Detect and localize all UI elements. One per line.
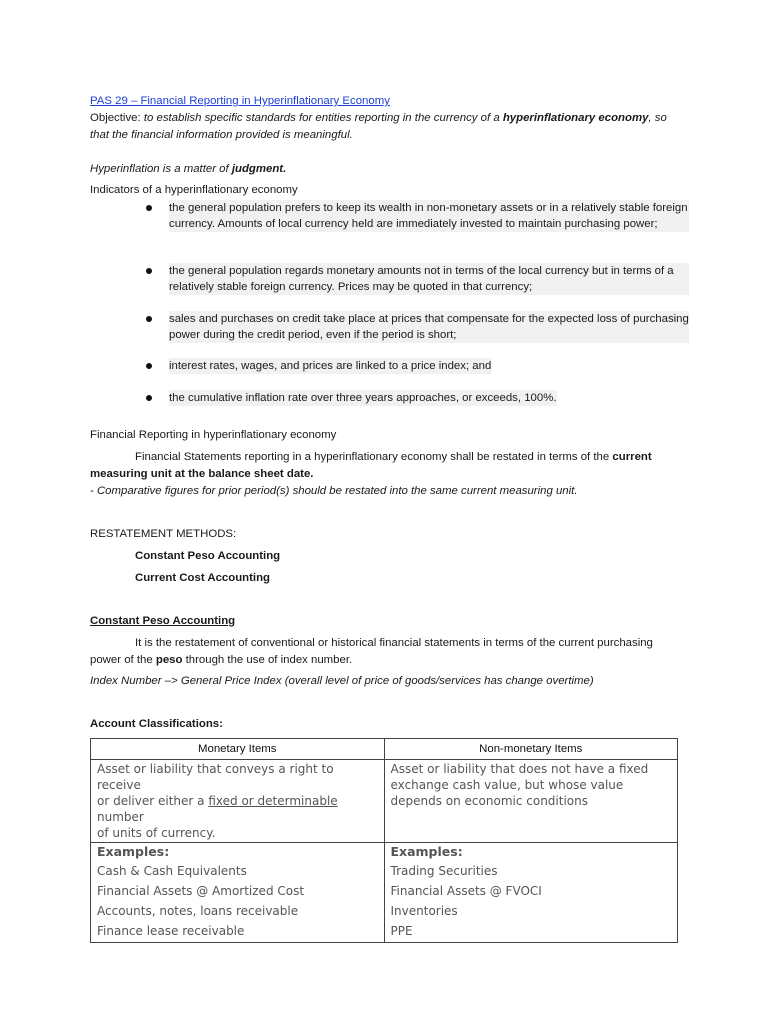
def-line: Asset or liability that conveys a right to receive [97, 762, 334, 792]
example-item: PPE [390, 924, 413, 938]
title-link[interactable]: PAS 29 – Financial Reporting in Hyperinflationary Economy [90, 95, 390, 107]
header-monetary: Monetary Items [91, 739, 385, 760]
bullet-icon [146, 363, 152, 369]
example-item: Financial Assets @ Amortized Cost [97, 884, 305, 898]
cpa-para-bold: peso [155, 654, 183, 666]
cpa-para-prefix: power of the [90, 654, 153, 666]
example-item: Financial Assets @ FVOCI [390, 884, 542, 898]
indicator-item: sales and purchases on credit take place at prices that compensate for the expected loss of purchasing power during the credit period, even if the period is short; [169, 313, 689, 341]
judgment-prefix: Hyperinflation is a matter of [90, 163, 229, 175]
example-item: Finance lease receivable [97, 924, 245, 938]
cpa-para-suffix: through the use of index number. [185, 654, 353, 666]
nonmonetary-definition [384, 760, 678, 843]
def-line [97, 793, 378, 825]
example-item: Trading Securities [390, 864, 498, 878]
fr-para-text: Financial Statements reporting in a hyperinflationary economy shall be restated in terms of the [135, 451, 610, 463]
monetary-definition [91, 760, 385, 843]
restatement-heading: RESTATEMENT METHODS: [90, 528, 237, 540]
def-text: or deliver either a [97, 794, 205, 808]
indicator-item: the cumulative inflation rate over three years approaches, or exceeds, 100%. [169, 392, 557, 404]
fr-para-line-1 [135, 449, 652, 465]
objective-line-1 [90, 110, 667, 126]
table-row [91, 843, 678, 943]
examples-label: Examples: [97, 844, 170, 859]
cpa-para-line-2 [90, 652, 352, 668]
judgment-bold: judgment. [231, 163, 287, 175]
bullet-icon [146, 395, 152, 401]
def-line: exchange cash value, but whose value [390, 778, 624, 792]
fr-heading: Financial Reporting in hyperinflationary economy [90, 429, 337, 441]
fr-para-bold: current [612, 451, 652, 463]
bullet-icon [146, 316, 152, 322]
example-item: Cash & Cash Equivalents [97, 864, 247, 878]
table-row [91, 760, 678, 843]
cpa-para-line-1: It is the restatement of conventional or historical financial statements in terms of the current purchasing [135, 637, 653, 649]
bullet-icon [146, 268, 152, 274]
def-line: depends on economic conditions [390, 794, 588, 808]
judgment-line [90, 161, 286, 177]
fr-para-line-2: measuring unit at the balance sheet date. [90, 468, 314, 480]
nonmonetary-examples [384, 843, 678, 943]
monetary-examples [91, 843, 385, 943]
indicator-item: the general population regards monetary amounts not in terms of the local currency but in terms of a relatively stable foreign currency. Prices may be quoted in that currency; [169, 263, 689, 295]
def-underlined: fixed or determinable [208, 794, 338, 808]
table-header-row [91, 739, 678, 760]
method-item: Current Cost Accounting [135, 572, 270, 584]
objective-label: Objective: [90, 112, 141, 124]
objective-text: to establish specific standards for entities reporting in the currency of a [143, 112, 500, 124]
classifications-table [90, 738, 678, 943]
example-item: Inventories [390, 904, 458, 918]
objective-bold: hyperinflationary economy [502, 112, 649, 124]
indicator-item: the general population prefers to keep its wealth in non-monetary assets or in a relatively stable foreign currency. Amounts of local currency held are immediately invested to maintain purchasing power; [169, 202, 688, 230]
def-line: Asset or liability that does not have a fixed [390, 762, 649, 776]
examples-label: Examples: [390, 844, 463, 859]
def-line: of units of currency. [97, 826, 216, 840]
example-item: Accounts, notes, loans receivable [97, 904, 299, 918]
classifications-heading: Account Classifications: [90, 718, 223, 730]
method-item: Constant Peso Accounting [135, 550, 281, 562]
comparative-note: - Comparative figures for prior period(s) should be restated into the same current measuring unit. [90, 485, 578, 497]
index-note: Index Number –> General Price Index (overall level of price of goods/services has change overtime) [90, 675, 594, 687]
cpa-heading: Constant Peso Accounting [90, 615, 236, 627]
indicator-item: interest rates, wages, and prices are linked to a price index; and [169, 360, 492, 372]
objective-text-end: , so [648, 112, 667, 124]
indicators-heading: Indicators of a hyperinflationary economy [90, 184, 298, 196]
def-text: number [97, 810, 144, 824]
header-nonmonetary: Non-monetary Items [384, 739, 678, 760]
objective-line-2: that the financial information provided is meaningful. [90, 129, 353, 141]
bullet-icon [146, 205, 152, 211]
